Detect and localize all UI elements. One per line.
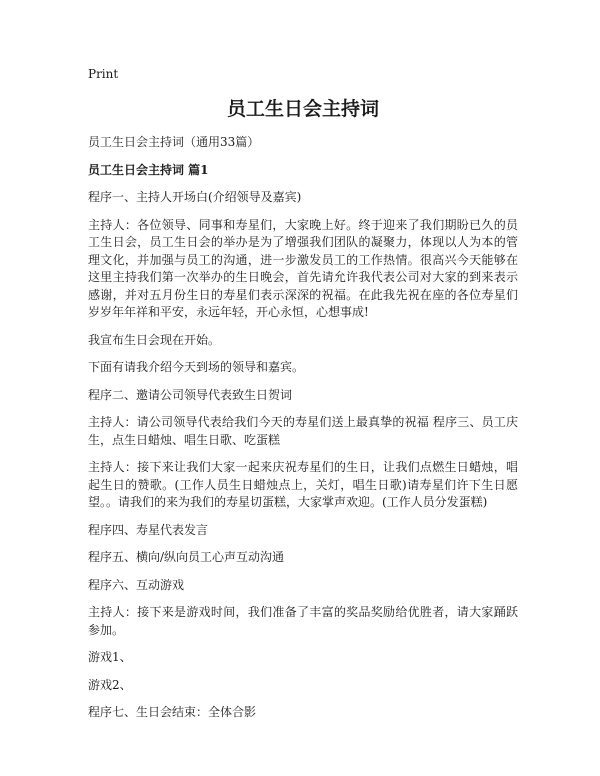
paragraph-game-intro: 主持人：接下来是游戏时间，我们准备了丰富的奖品奖励给优胜者，请大家踊跃参加。 (88, 605, 518, 637)
paragraph-program-1: 程序一、主持人开场白(介绍领导及嘉宾) (88, 190, 302, 204)
paragraph-game-1: 游戏1、 (88, 650, 132, 664)
section-heading: 员工生日会主持词 篇1 (88, 163, 209, 177)
document-subtitle: 员工生日会主持词（通用33篇） (88, 135, 260, 149)
paragraph-program-2: 程序二、邀请公司领导代表致生日贺词 (88, 387, 293, 402)
paragraph-announce-start: 我宣布生日会现在开始。 (88, 332, 221, 347)
paragraph-program-5: 程序五、横向/纵向员工心声互动沟通 (88, 550, 285, 564)
paragraph-leader-blessing: 主持人：请公司领导代表给我们今天的寿星们送上最真挚的祝福 程序三、员工庆生，点生日蜡烛、唱生日歌、吃蛋糕 (88, 415, 518, 447)
document-page (88, 66, 518, 732)
paragraph-introduce-guests: 下面有请我介绍今天到场的领导和嘉宾。 (88, 360, 305, 374)
paragraph-program-6: 程序六、互动游戏 (88, 577, 185, 592)
paragraph-celebration: 主持人：接下来让我们大家一起来庆祝寿星们的生日，让我们点燃生日蜡烛，唱起生日的赞歌。(工作人员生日蜡烛点上，关灯，唱生日歌)请寿星们许下生日愿望。。请我们的来为我们的寿星切蛋糕，大家掌声欢迎。(工作人员分发蛋糕) (88, 460, 518, 509)
paragraph-opening-speech: 主持人：各位领导、同事和寿星们，大家晚上好。终于迎来了我们期盼已久的员工生日会，员工生日会的举办是为了增强我们团队的凝聚力，体现以人为本的管理文化，并加强与员工的沟通，进一步激发员工的工作热情。很高兴今天能够在这里主持我们第一次举办的生日晚会，首先请允许我代表公司对大家的到来表示感谢，并对五月份生日的寿星们表示深深的祝福。在此我先祝在座的各位寿星们岁岁年年祥和平安，永远年轻，开心永恒，心想事成! (88, 217, 518, 319)
print-label: Print (88, 67, 119, 81)
paragraph-program-7: 程序七、生日会结束：全体合影 (88, 705, 257, 719)
paragraph-program-4: 程序四、寿星代表发言 (88, 522, 209, 537)
paragraph-game-2: 游戏2、 (88, 677, 132, 692)
document-title: 员工生日会主持词 (226, 98, 379, 120)
